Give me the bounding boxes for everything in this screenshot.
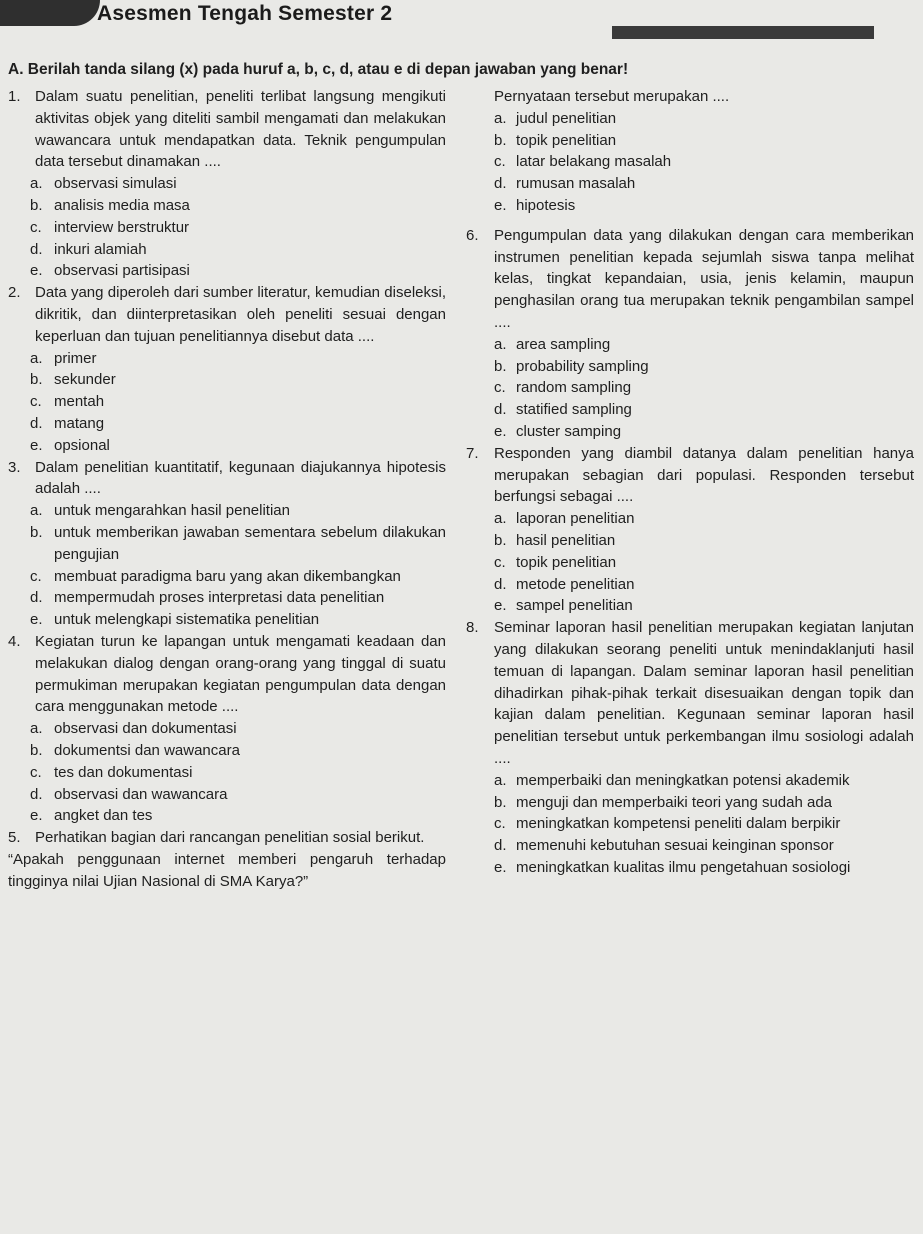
option-letter: e. — [30, 262, 43, 280]
question-text: Dalam suatu penelitian, peneliti terlibat langsung mengikuti aktivitas objek yang diteliti sambil mengamati dan melakukan wawancara untuk mendapatkan data. Teknik pengumpulan data tersebut dinamakan .... — [35, 88, 446, 171]
option-letter: b. — [494, 357, 507, 375]
option-d[interactable] — [494, 835, 914, 857]
option-text: observasi dan wawancara — [54, 785, 228, 803]
option-text: sampel penelitian — [516, 597, 633, 615]
option-letter: e. — [494, 858, 507, 876]
option-text: area sampling — [516, 335, 611, 353]
option-b[interactable] — [494, 130, 914, 152]
option-c[interactable] — [30, 762, 446, 784]
option-text: meningkatkan kualitas ilmu pengetahuan sosiologi — [516, 858, 851, 876]
option-letter: c. — [30, 218, 42, 236]
option-letter: c. — [494, 553, 506, 571]
option-text: mempermudah proses interpretasi data penelitian — [54, 589, 385, 607]
option-letter: d. — [494, 175, 507, 193]
option-e[interactable] — [494, 195, 914, 217]
option-letter: c. — [494, 379, 506, 397]
option-letter: a. — [494, 335, 507, 353]
option-letter: a. — [494, 771, 507, 789]
option-d[interactable] — [30, 784, 446, 806]
option-letter: b. — [494, 131, 507, 149]
option-b[interactable] — [30, 195, 446, 217]
option-text: probability sampling — [516, 357, 649, 375]
option-letter: d. — [494, 837, 507, 855]
option-c[interactable] — [494, 151, 914, 173]
option-letter: e. — [494, 422, 507, 440]
option-text: tes dan dokumentasi — [54, 763, 193, 781]
options — [30, 348, 446, 457]
option-letter: b. — [494, 793, 507, 811]
option-letter: b. — [30, 741, 43, 759]
option-text: untuk mengarahkan hasil penelitian — [54, 502, 290, 520]
right-column — [466, 86, 914, 879]
option-c[interactable] — [494, 552, 914, 574]
option-e[interactable] — [30, 435, 446, 457]
options — [30, 500, 446, 631]
option-text: analisis media masa — [54, 196, 190, 214]
option-d[interactable] — [30, 587, 446, 609]
option-letter: e. — [494, 196, 507, 214]
option-text: observasi simulasi — [54, 175, 177, 193]
question-8 — [466, 617, 914, 879]
option-letter: c. — [494, 153, 506, 171]
option-b[interactable] — [494, 792, 914, 814]
option-letter: e. — [30, 436, 43, 454]
question-text: Pengumpulan data yang dilakukan dengan cara memberikan instrumen penelitian kepada sejumlah siswa tanpa melihat kelas, tingkat kepandaian, usia, jenis kelamin, maupun penghasilan orang tua merupakan teknik pengambilan sampel .... — [494, 226, 914, 331]
option-letter: a. — [494, 510, 507, 528]
option-a[interactable] — [494, 770, 914, 792]
option-text: primer — [54, 349, 97, 367]
option-a[interactable] — [30, 500, 446, 522]
option-a[interactable] — [30, 348, 446, 370]
option-e[interactable] — [494, 595, 914, 617]
header-decoration — [0, 0, 100, 26]
option-a[interactable] — [30, 173, 446, 195]
options — [494, 508, 914, 617]
options — [494, 108, 914, 217]
option-text: untuk memberikan jawaban sementara sebelum dilakukan pengujian — [54, 523, 446, 563]
option-letter: b. — [494, 531, 507, 549]
option-letter: a. — [494, 109, 507, 127]
option-c[interactable] — [30, 566, 446, 588]
option-text: sekunder — [54, 371, 116, 389]
option-b[interactable] — [494, 530, 914, 552]
option-text: hipotesis — [516, 196, 576, 214]
option-letter: b. — [30, 523, 43, 541]
option-d[interactable] — [494, 574, 914, 596]
question-text: Seminar laporan hasil penelitian merupakan kegiatan lanjutan yang dilakukan seorang peneliti untuk menindaklanjuti hasil temuan di lapangan. Dalam seminar laporan hasil penelitian dihadirkan pihak-pihak terkait disesuaikan dengan topik dan kajian dalam penelitian. Kegunaan seminar laporan hasil penelitian tersebut untuk perkembangan ilmu sosiologi adalah .... — [494, 619, 914, 767]
option-text: metode penelitian — [516, 575, 635, 593]
option-e[interactable] — [494, 421, 914, 443]
header — [0, 0, 923, 50]
question-number: 3. — [8, 458, 21, 476]
question-quote: “Apakah penggunaan internet memberi pengaruh terhadap tingginya nilai Ujian Nasional di SMA Karya?” — [8, 850, 446, 890]
question-5 — [8, 827, 446, 892]
option-b[interactable] — [30, 522, 446, 566]
question-4 — [8, 631, 446, 827]
option-text: rumusan masalah — [516, 175, 636, 193]
question-number: 2. — [8, 284, 21, 302]
question-3 — [8, 457, 446, 631]
option-text: laporan penelitian — [516, 510, 635, 528]
option-letter: c. — [30, 763, 42, 781]
option-d[interactable] — [30, 413, 446, 435]
question-number: 8. — [466, 619, 479, 637]
question-1 — [8, 86, 446, 282]
question-text: Data yang diperoleh dari sumber literatur, kemudian diseleksi, dikritik, dan diinterpretasikan oleh peneliti sesuai dengan keperluan dan tujuan penelitiannya disebut data .... — [35, 284, 446, 345]
option-a[interactable] — [30, 718, 446, 740]
option-a[interactable] — [494, 508, 914, 530]
question-number: 1. — [8, 88, 21, 105]
section-instruction: A. Berilah tanda silang (x) pada huruf a, b, c, d, atau e di depan jawaban yang benar! — [8, 61, 629, 78]
question-7 — [466, 443, 914, 617]
option-letter: a. — [30, 720, 43, 738]
option-letter: d. — [494, 401, 507, 419]
option-c[interactable] — [30, 391, 446, 413]
option-b[interactable] — [30, 740, 446, 762]
question-2 — [8, 282, 446, 456]
question-number: 6. — [466, 226, 479, 244]
option-a[interactable] — [494, 108, 914, 130]
header-bar-decoration — [612, 26, 874, 39]
option-d[interactable] — [494, 173, 914, 195]
question-text: Dalam penelitian kuantitatif, kegunaan diajukannya hipotesis adalah .... — [35, 458, 446, 498]
option-text: untuk melengkapi sistematika penelitian — [54, 611, 320, 629]
option-letter: a. — [30, 349, 43, 367]
option-e[interactable] — [30, 609, 446, 631]
option-d[interactable] — [30, 239, 446, 261]
option-letter: b. — [30, 371, 43, 389]
option-text: menguji dan memperbaiki teori yang sudah ada — [516, 793, 833, 811]
option-c[interactable] — [494, 377, 914, 399]
option-letter: d. — [30, 589, 43, 607]
options — [494, 334, 914, 443]
question-text: Perhatikan bagian dari rancangan penelitian sosial berikut. — [35, 829, 425, 847]
option-text: topik penelitian — [516, 553, 617, 571]
option-letter: e. — [30, 611, 43, 629]
option-text: inkuri alamiah — [54, 240, 147, 258]
option-letter: a. — [30, 175, 43, 193]
option-text: meningkatkan kompetensi peneliti dalam berpikir — [516, 815, 841, 833]
option-text: statified sampling — [516, 401, 632, 419]
option-letter: b. — [30, 196, 43, 214]
question-6 — [466, 225, 914, 443]
question-continuation: Pernyataan tersebut merupakan .... — [494, 88, 730, 105]
options — [30, 173, 446, 282]
option-text: observasi dan dokumentasi — [54, 720, 237, 738]
page-title: Asesmen Tengah Semester 2 — [97, 2, 393, 25]
option-b[interactable] — [30, 369, 446, 391]
option-d[interactable] — [494, 399, 914, 421]
option-text: angket dan tes — [54, 807, 153, 825]
option-text: opsional — [54, 436, 110, 454]
left-column — [8, 86, 446, 892]
option-a[interactable] — [494, 334, 914, 356]
option-text: cluster samping — [516, 422, 622, 440]
option-text: judul penelitian — [516, 109, 617, 127]
question-text: Kegiatan turun ke lapangan untuk mengamati keadaan dan melakukan dialog dengan orang-orang yang tinggal di suatu permukiman merupakan kegiatan pengumpulan data dengan cara menggunakan metode .... — [35, 632, 446, 716]
option-letter: d. — [30, 240, 43, 258]
option-letter: d. — [494, 575, 507, 593]
option-text: matang — [54, 414, 105, 432]
option-letter: c. — [30, 393, 42, 411]
option-letter: e. — [30, 807, 43, 825]
option-letter: e. — [494, 597, 507, 615]
option-text: memenuhi kebutuhan sesuai keinginan sponsor — [516, 837, 834, 855]
option-e[interactable] — [494, 857, 914, 879]
option-letter: a. — [30, 502, 43, 520]
option-e[interactable] — [30, 805, 446, 827]
option-text: hasil penelitian — [516, 531, 616, 549]
option-text: observasi partisipasi — [54, 262, 190, 280]
option-letter: c. — [494, 815, 506, 833]
options — [30, 718, 446, 827]
option-e[interactable] — [30, 260, 446, 282]
option-letter: c. — [30, 567, 42, 585]
option-letter: d. — [30, 785, 43, 803]
option-c[interactable] — [494, 813, 914, 835]
option-b[interactable] — [494, 356, 914, 378]
question-number: 7. — [466, 444, 479, 462]
option-text: dokumentsi dan wawancara — [54, 741, 240, 759]
question-text: Responden yang diambil datanya dalam penelitian hanya merupakan sebagian dari populasi. Responden tersebut berfungsi sebagai .... — [494, 444, 914, 506]
question-number: 5. — [8, 829, 21, 847]
option-text: topik penelitian — [516, 131, 617, 149]
option-text: random sampling — [516, 379, 632, 397]
question-5-continued — [466, 86, 914, 217]
option-text: interview berstruktur — [54, 218, 190, 236]
option-text: membuat paradigma baru yang akan dikembangkan — [54, 567, 401, 585]
option-letter: d. — [30, 414, 43, 432]
option-text: latar belakang masalah — [516, 153, 672, 171]
options — [494, 770, 914, 879]
option-text: mentah — [54, 393, 105, 411]
option-c[interactable] — [30, 217, 446, 239]
question-number: 4. — [8, 632, 21, 650]
option-text: memperbaiki dan meningkatkan potensi akademik — [516, 771, 850, 789]
